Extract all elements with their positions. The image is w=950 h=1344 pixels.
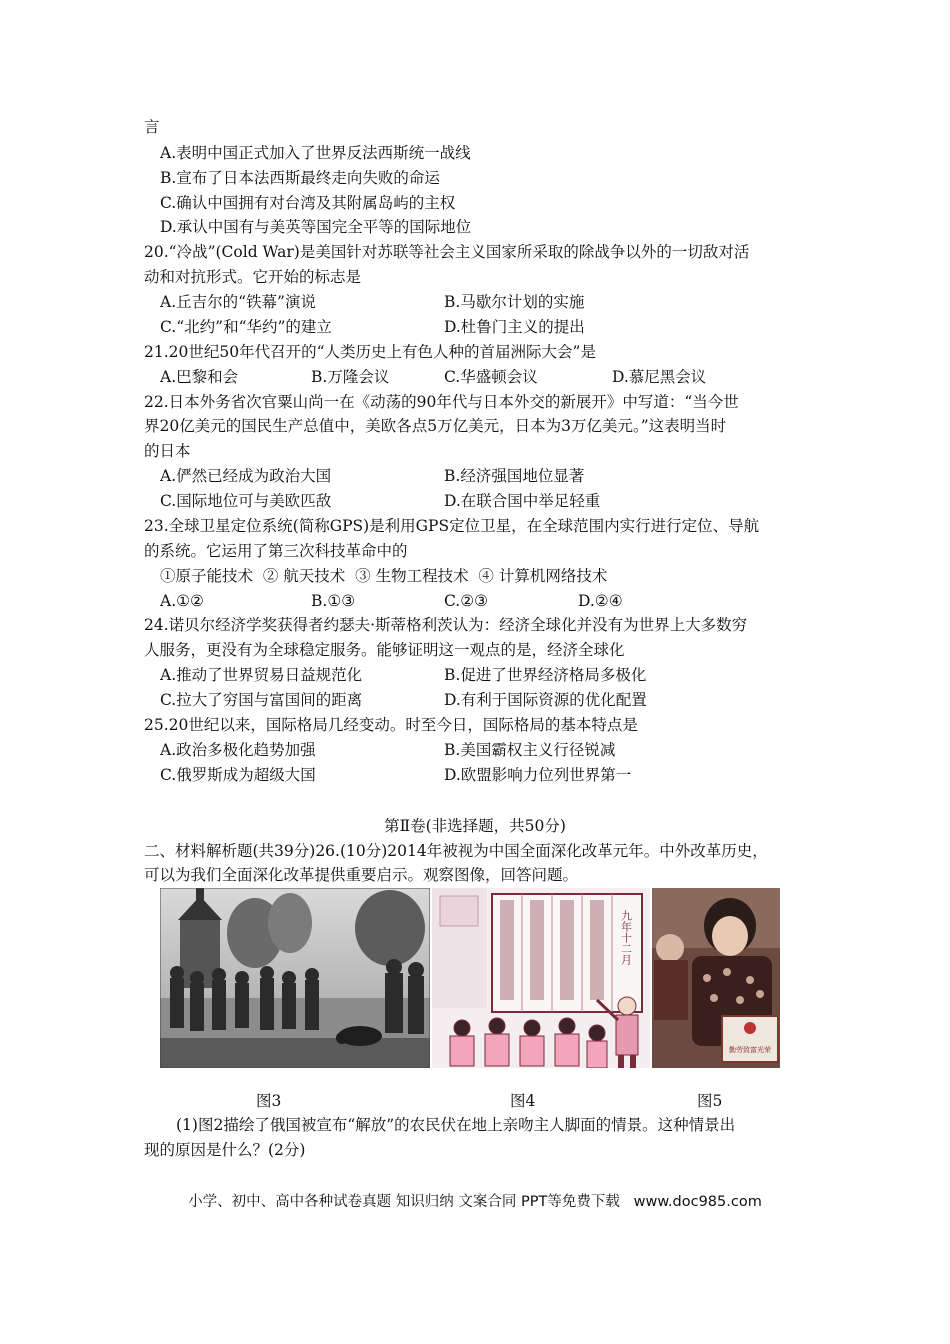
- q20-stem-line-1: 20.“冷战”(Cold War)是美国针对苏联等社会主义国家所采取的除战争以外的一切敌对活: [144, 243, 750, 261]
- q22-option-a: A.俨然已经成为政治大国: [160, 467, 332, 485]
- q19-option-d: D.承认中国有与美英等国完全平等的国际地位: [160, 218, 472, 236]
- figure-4-chart-text: 九年十二月: [619, 910, 633, 965]
- q21-stem: 21.20世纪50年代召开的“人类历史上有色人种的首届洲际大会”是: [144, 343, 596, 361]
- section2-line-2: 可以为我们全面深化改革提供重要启示。观察图像，回答问题。: [144, 866, 579, 884]
- q21-option-c: C.华盛顿会议: [444, 368, 538, 386]
- figure-4-image: [432, 888, 650, 1068]
- figure-3-caption: 图3: [256, 1092, 282, 1110]
- q22-stem-line-1: 22.日本外务省次官粟山尚一在《动荡的90年代与日本外交的新展开》中写道：“当今世: [144, 393, 739, 411]
- part2-title: 第Ⅱ卷(非选择题，共50分): [384, 817, 566, 835]
- q22-option-c: C.国际地位可与美欧匹敌: [160, 492, 332, 510]
- q19-stem-tail: 言: [144, 118, 160, 136]
- q26-1-line-2: 现的原因是什么？(2分): [144, 1141, 306, 1159]
- q22-option-b: B.经济强国地位显著: [444, 467, 585, 485]
- q24-option-c: C.拉大了穷国与富国间的距离: [160, 691, 363, 709]
- section2-line-1: 二、材料解析题(共39分)26.(10分)2014年被视为中国全面深化改革元年。中外改革历史，: [144, 842, 768, 860]
- q20-option-b: B.马歇尔计划的实施: [444, 293, 585, 311]
- q25-option-b: B.美国霸权主义行径锐减: [444, 741, 616, 759]
- q22-option-d: D.在联合国中举足轻重: [444, 492, 601, 510]
- q20-option-a: A.丘吉尔的“铁幕”演说: [160, 293, 316, 311]
- figure-5-image: [652, 888, 780, 1068]
- q24-stem-line-2: 人服务，更没有为全球稳定服务。能够证明这一观点的是，经济全球化: [144, 641, 625, 659]
- q19-option-b: B.宣布了日本法西斯最终走向失败的命运: [160, 169, 440, 187]
- q20-stem-line-2: 动和对抗形式。它开始的标志是: [144, 268, 362, 286]
- figure-5-banner-text: 勤劳致富光荣: [729, 1046, 771, 1054]
- q23-option-b: B.①③: [311, 592, 356, 610]
- q25-stem: 25.20世纪以来，国际格局几经变动。时至今日，国际格局的基本特点是: [144, 716, 638, 734]
- q24-stem-line-1: 24.诺贝尔经济学奖获得者约瑟夫·斯蒂格利茨认为：经济全球化并没有为世界上大多数穷: [144, 616, 748, 634]
- q21-option-b: B.万隆会议: [311, 368, 390, 386]
- figure-5-caption: 图5: [697, 1092, 723, 1110]
- figure-4-caption: 图4: [510, 1092, 536, 1110]
- q23-stem-line-1: 23.全球卫星定位系统(简称GPS)是利用GPS定位卫星，在全球范围内实行进行定位、导航: [144, 517, 760, 535]
- q25-option-a: A.政治多极化趋势加强: [160, 741, 316, 759]
- q20-option-d: D.杜鲁门主义的提出: [444, 318, 585, 336]
- q26-1-line-1: (1)图2描绘了俄国被宣布“解放”的农民伏在地上亲吻主人脚面的情景。这种情景出: [176, 1116, 736, 1134]
- q24-option-d: D.有利于国际资源的优化配置: [444, 691, 647, 709]
- q24-option-a: A.推动了世界贸易日益规范化: [160, 666, 363, 684]
- q19-option-a: A.表明中国正式加入了世界反法西斯统一战线: [160, 144, 471, 162]
- q21-option-d: D.慕尼黑会议: [612, 368, 707, 386]
- figure-3-image: [160, 888, 430, 1068]
- q22-stem-line-2: 界20亿美元的国民生产总值中，美欧各点5万亿美元，日本为3万亿美元。”这表明当时: [144, 417, 727, 435]
- q20-option-c: C.“北约”和“华约”的建立: [160, 318, 332, 336]
- q25-option-c: C.俄罗斯成为超级大国: [160, 766, 316, 784]
- q23-option-a: A.①②: [160, 592, 204, 610]
- q23-option-c: C.②③: [444, 592, 489, 610]
- q24-option-b: B.促进了世界经济格局多极化: [444, 666, 647, 684]
- q21-option-a: A.巴黎和会: [160, 368, 239, 386]
- q25-option-d: D.欧盟影响力位列世界第一: [444, 766, 632, 784]
- q23-sub-items: ①原子能技术 ② 航天技术 ③ 生物工程技术 ④ 计算机网络技术: [160, 567, 608, 585]
- q23-stem-line-2: 的系统。它运用了第三次科技革命中的: [144, 542, 408, 560]
- page-footer: 小学、初中、高中各种试卷真题 知识归纳 文案合同 PPT等免费下载 www.doc985.com: [188, 1194, 762, 1210]
- q23-option-d: D.②④: [578, 592, 623, 610]
- q19-option-c: C.确认中国拥有对台湾及其附属岛屿的主权: [160, 194, 456, 212]
- q22-stem-line-3: 的日本: [144, 442, 191, 460]
